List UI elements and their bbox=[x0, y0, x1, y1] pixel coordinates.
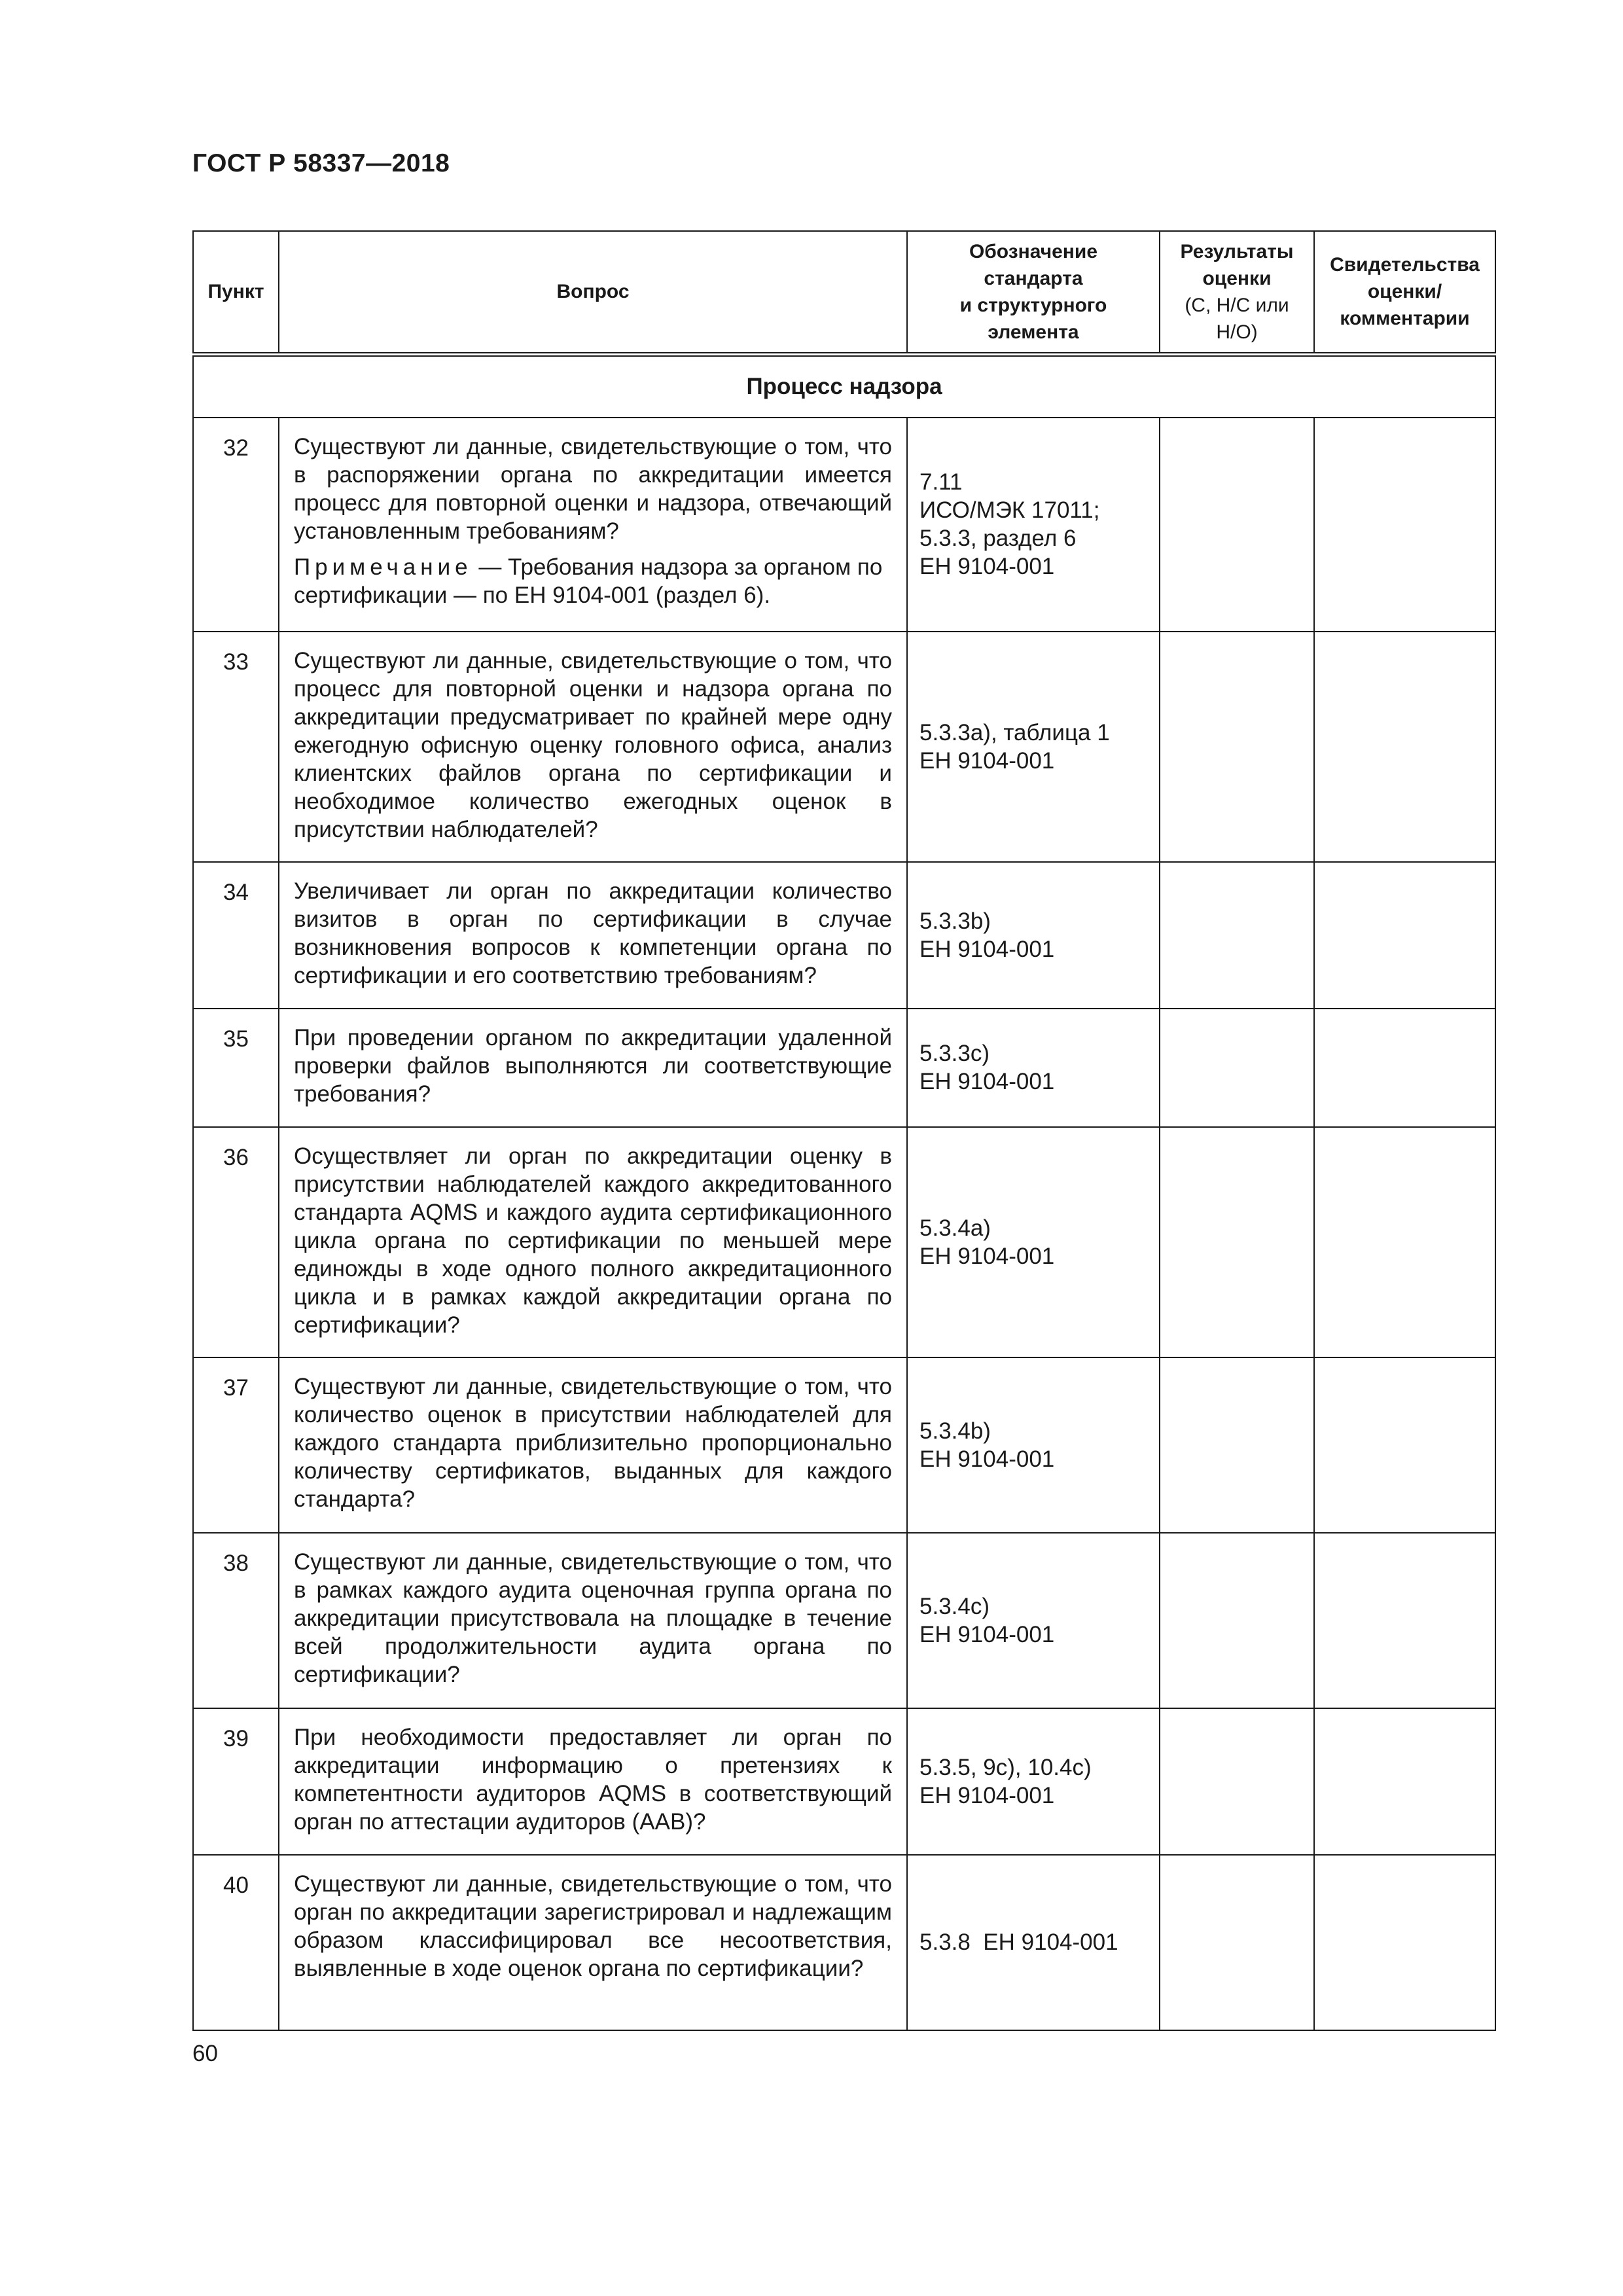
header-designation-line: элемента bbox=[988, 321, 1079, 343]
row-reference bbox=[907, 418, 1160, 632]
row-evidence-cell[interactable] bbox=[1314, 1855, 1495, 2030]
header-results-line: Результаты bbox=[1180, 240, 1294, 262]
reference-line: ЕН 9104-001 bbox=[919, 1069, 1055, 1094]
reference-line: ЕН 9104-001 bbox=[919, 1782, 1055, 1808]
header-designation-line: и структурного bbox=[959, 294, 1107, 316]
note-text: — Требования надзора за органом по сертификации — по ЕН 9104-001 (раздел 6). bbox=[294, 554, 883, 608]
table-row bbox=[193, 1533, 1495, 1708]
row-question: Осуществляет ли орган по аккредитации оценку в присутствии наблюдателей каждого аккредитованного стандарта AQMS и каждого аудита сертификационного цикла органа по сертификации по меньшей мере единожды в ходе одного полного аккредитационного цикла и в рамках каждой аккредитации органа по сертификации? bbox=[279, 1127, 907, 1357]
table-row bbox=[193, 1708, 1495, 1855]
document-header: ГОСТ Р 58337—2018 bbox=[192, 149, 450, 177]
row-number: 40 bbox=[193, 1855, 279, 2030]
reference-line: ИСО/МЭК 17011; bbox=[919, 497, 1100, 523]
table-row bbox=[193, 418, 1495, 632]
table-row bbox=[193, 1127, 1495, 1357]
row-number: 38 bbox=[193, 1533, 279, 1708]
section-title: Процесс надзора bbox=[193, 354, 1495, 418]
row-result-cell[interactable] bbox=[1160, 632, 1314, 862]
reference-line: ЕН 9104-001 bbox=[919, 1621, 1055, 1647]
reference-line: ЕН 9104-001 bbox=[919, 554, 1055, 579]
row-question bbox=[279, 418, 907, 632]
row-number: 34 bbox=[193, 862, 279, 1009]
reference-line: 5.3.3b) bbox=[919, 908, 991, 934]
row-question: Существуют ли данные, свидетельствующие о том, что количество оценок в присутствии наблюдателей для каждого стандарта приблизительно пропорционально количеству сертификатов, выданных для каждого стандарта? bbox=[279, 1357, 907, 1533]
row-result-cell[interactable] bbox=[1160, 1357, 1314, 1533]
row-question: Увеличивает ли орган по аккредитации количество визитов в орган по сертификации в случае возникновения вопросов к компетенции органа по сертификации и его соответствию требованиям? bbox=[279, 862, 907, 1009]
question-text: Существуют ли данные, свидетельствующие о том, что в распоряжении органа по аккредитации имеется процесс для повторной оценки и надзора, отвечающий установленным требованиям? bbox=[294, 433, 892, 544]
header-item: Пункт bbox=[193, 231, 279, 354]
row-reference bbox=[907, 1855, 1160, 2030]
row-reference bbox=[907, 1708, 1160, 1855]
table-row bbox=[193, 632, 1495, 862]
reference-line: 5.3.4с) bbox=[919, 1593, 990, 1619]
header-evidence-line: Свидетельства bbox=[1330, 254, 1480, 276]
row-evidence-cell[interactable] bbox=[1314, 1127, 1495, 1357]
table-row bbox=[193, 1009, 1495, 1127]
row-question: При проведении органом по аккредитации удаленной проверки файлов выполняются ли соответствующие требования? bbox=[279, 1009, 907, 1127]
header-evidence-line: комментарии bbox=[1340, 308, 1470, 330]
header-row bbox=[193, 231, 1495, 354]
row-evidence-cell[interactable] bbox=[1314, 862, 1495, 1009]
row-reference bbox=[907, 632, 1160, 862]
header-designation-line: стандарта bbox=[984, 267, 1083, 289]
section-row bbox=[193, 354, 1495, 418]
header-evidence-line: оценки/ bbox=[1367, 281, 1442, 303]
row-result-cell[interactable] bbox=[1160, 1708, 1314, 1855]
row-evidence-cell[interactable] bbox=[1314, 1357, 1495, 1533]
reference-line: ЕН 9104-001 bbox=[919, 747, 1055, 774]
header-results bbox=[1160, 231, 1314, 354]
row-result-cell[interactable] bbox=[1160, 1009, 1314, 1127]
reference-line: 5.3.8 ЕН 9104-001 bbox=[919, 1929, 1118, 1955]
row-result-cell[interactable] bbox=[1160, 1855, 1314, 2030]
page-number: 60 bbox=[192, 2041, 218, 2066]
reference-line: ЕН 9104-001 bbox=[919, 936, 1055, 962]
audit-checklist-table bbox=[192, 230, 1496, 2031]
row-evidence-cell[interactable] bbox=[1314, 1533, 1495, 1708]
note-label: Примечание bbox=[294, 554, 473, 580]
header-results-line: (С, Н/С или bbox=[1185, 294, 1289, 316]
row-reference bbox=[907, 862, 1160, 1009]
reference-line: 5.3.5, 9с), 10.4с) bbox=[919, 1754, 1092, 1780]
row-reference bbox=[907, 1357, 1160, 1533]
table-row bbox=[193, 1357, 1495, 1533]
row-number: 37 bbox=[193, 1357, 279, 1533]
row-evidence-cell[interactable] bbox=[1314, 1708, 1495, 1855]
row-evidence-cell[interactable] bbox=[1314, 418, 1495, 632]
header-designation bbox=[907, 231, 1160, 354]
question-note bbox=[294, 553, 892, 609]
header-evidence bbox=[1314, 231, 1495, 354]
reference-line: ЕН 9104-001 bbox=[919, 1243, 1055, 1269]
row-question: Существуют ли данные, свидетельствующие о том, что в рамках каждого аудита оценочная группа органа по аккредитации присутствовала на площадке в течение всей продолжительности аудита органа по сертификации? bbox=[279, 1533, 907, 1708]
header-question: Вопрос bbox=[279, 231, 907, 354]
row-number: 36 bbox=[193, 1127, 279, 1357]
row-number: 32 bbox=[193, 418, 279, 632]
header-results-line: оценки bbox=[1202, 267, 1272, 289]
row-number: 39 bbox=[193, 1708, 279, 1855]
table-row bbox=[193, 1855, 1495, 2030]
row-reference bbox=[907, 1127, 1160, 1357]
header-designation-line: Обозначение bbox=[969, 240, 1098, 262]
row-question: При необходимости предоставляет ли орган по аккредитации информацию о претензиях к компетентности аудиторов AQMS в соответствующий орган по аттестации аудиторов (ААВ)? bbox=[279, 1708, 907, 1855]
row-question: Существуют ли данные, свидетельствующие о том, что процесс для повторной оценки и надзора органа по аккредитации предусматривает по крайней мере одну ежегодную офисную оценку головного офиса, анализ клиентских файлов органа по сертификации и необходимое количество ежегодных оценок в присутствии наблюдателей? bbox=[279, 632, 907, 862]
row-result-cell[interactable] bbox=[1160, 1127, 1314, 1357]
reference-line: ЕН 9104-001 bbox=[919, 1446, 1055, 1472]
row-number: 35 bbox=[193, 1009, 279, 1127]
row-result-cell[interactable] bbox=[1160, 1533, 1314, 1708]
row-reference bbox=[907, 1009, 1160, 1127]
reference-line: 5.3.4а) bbox=[919, 1215, 991, 1241]
reference-line: 5.3.3а), таблица 1 bbox=[919, 719, 1110, 745]
row-result-cell[interactable] bbox=[1160, 862, 1314, 1009]
table-row bbox=[193, 862, 1495, 1009]
row-question: Существуют ли данные, свидетельствующие о том, что орган по аккредитации зарегистрировал и надлежащим образом классифицировал все несоответствия, выявленные в ходе оценок органа по сертификации? bbox=[279, 1855, 907, 2030]
row-number: 33 bbox=[193, 632, 279, 862]
reference-line: 5.3.4b) bbox=[919, 1418, 991, 1444]
reference-line: 5.3.3с) bbox=[919, 1041, 990, 1066]
row-reference bbox=[907, 1533, 1160, 1708]
reference-line: 5.3.3, раздел 6 bbox=[919, 526, 1077, 551]
row-result-cell[interactable] bbox=[1160, 418, 1314, 632]
header-results-line: Н/О) bbox=[1216, 321, 1258, 343]
row-evidence-cell[interactable] bbox=[1314, 1009, 1495, 1127]
reference-line: 7.11 bbox=[919, 469, 963, 495]
row-evidence-cell[interactable] bbox=[1314, 632, 1495, 862]
